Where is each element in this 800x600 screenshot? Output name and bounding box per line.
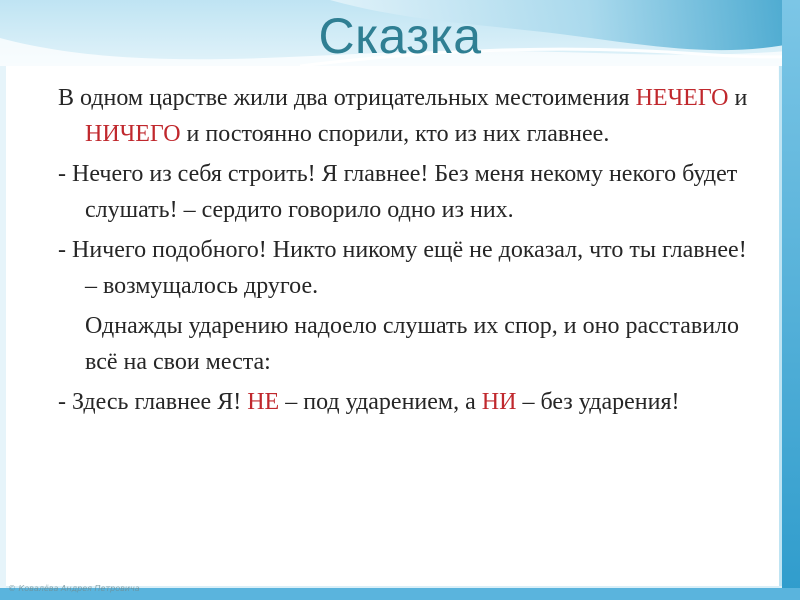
paragraph-text: - Здесь главнее Я! — [58, 389, 248, 415]
story-text — [58, 80, 758, 424]
story-paragraph — [58, 80, 758, 152]
slide-title: Сказка — [318, 8, 482, 64]
left-stripe — [0, 66, 6, 588]
highlighted-word: НИ — [481, 389, 517, 415]
paragraph-text: - Нечего из себя строить! Я главнее! Без меня некому некого будет слушать! – сердито говорило одно из них. — [58, 161, 738, 223]
story-paragraph — [58, 232, 758, 304]
story-paragraph — [58, 384, 758, 420]
paragraph-text: и постоянно спорили, кто из них главнее. — [180, 121, 610, 147]
paragraph-text: Однажды ударению надоело слушать их спор, и оно расставило всё на свои места: — [85, 313, 740, 375]
story-paragraph — [58, 156, 758, 228]
highlighted-word: НИЧЕГО — [85, 121, 181, 147]
paragraph-text: – под ударением, а — [279, 389, 482, 415]
right-stripe — [782, 0, 800, 600]
paragraph-text: и — [728, 85, 748, 111]
right-stripe-highlight — [779, 66, 782, 588]
highlighted-word: НЕЧЕГО — [635, 85, 729, 111]
highlighted-word: НЕ — [247, 389, 280, 415]
paragraph-text: – без ударения! — [516, 389, 680, 415]
paragraph-text: В одном царстве жили два отрицательных местоимения — [58, 85, 636, 111]
story-paragraph — [58, 308, 758, 380]
author-watermark: © Ковалёва Андрея Петровича — [8, 584, 140, 593]
paragraph-text: - Ничего подобного! Никто никому ещё не доказал, что ты главнее! – возмущалось другое. — [58, 237, 747, 299]
